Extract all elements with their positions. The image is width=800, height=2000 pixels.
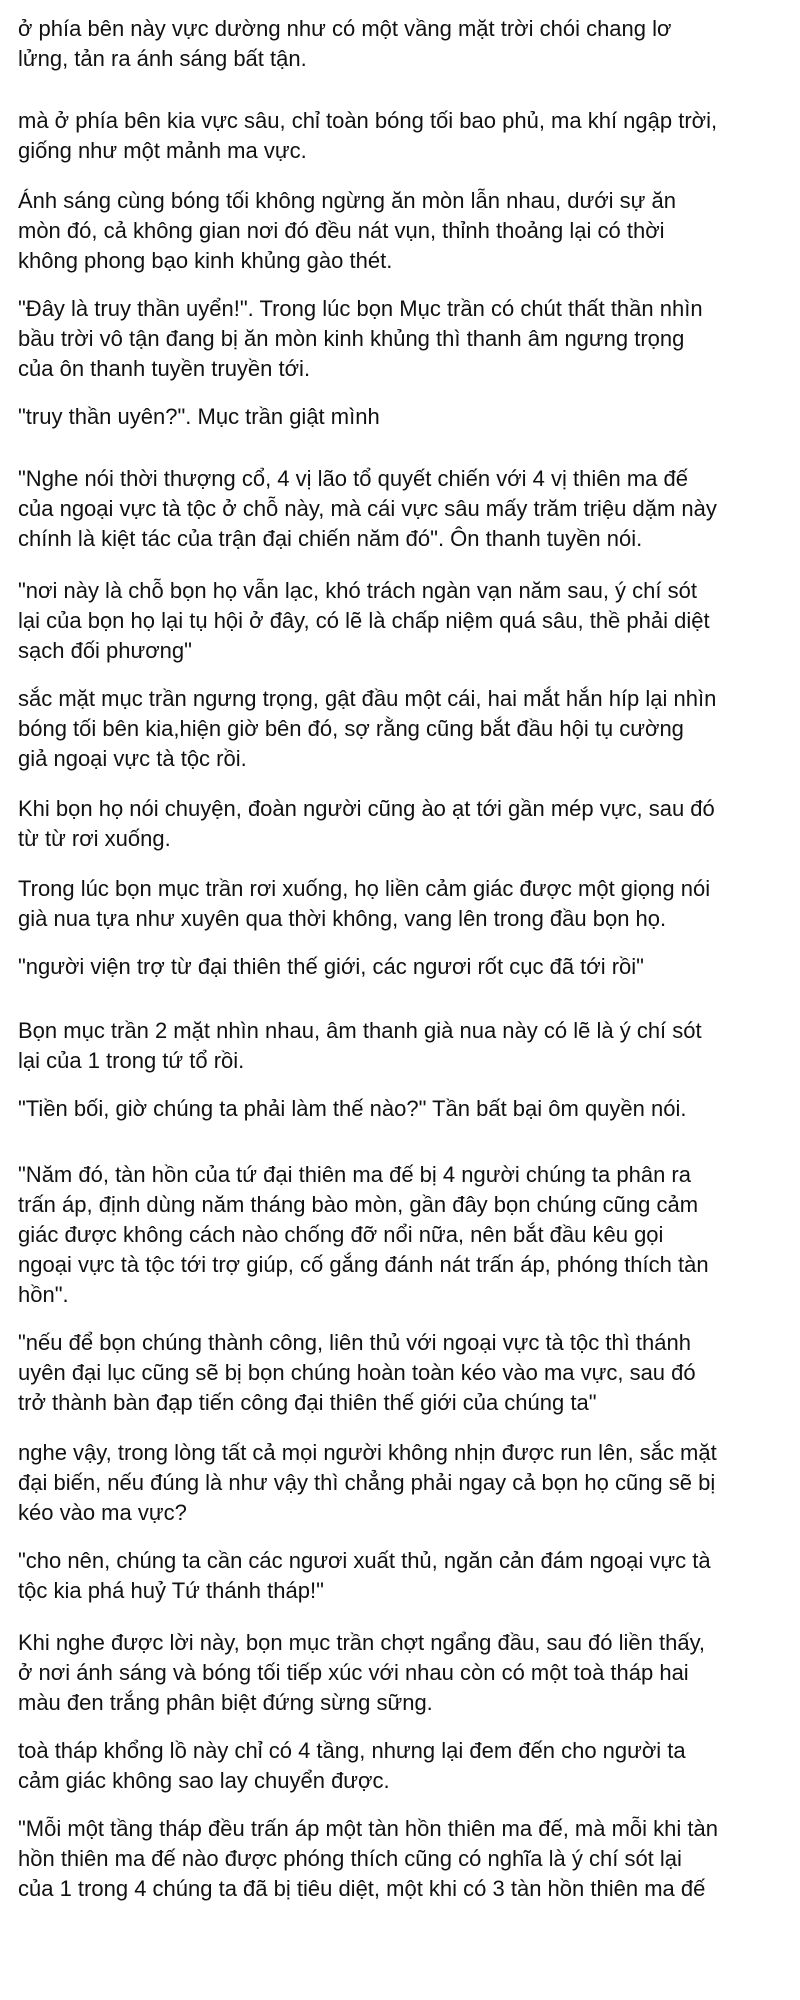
paragraph: Khi nghe được lời này, bọn mục trần chợt ngẩng đầu, sau đó liền thấy, ở nơi ánh sáng và bóng tối tiếp xúc với nhau còn có một toà tháp hai màu đen trắng phân biệt đứng sừng sững. xyxy=(18,1630,706,1715)
paragraph: "cho nên, chúng ta cần các ngươi xuất thủ, ngăn cản đám ngoại vực tà tộc kia phá huỷ Tứ thánh tháp!" xyxy=(18,1548,711,1603)
paragraph: sắc mặt mục trần ngưng trọng, gật đầu một cái, hai mắt hắn híp lại nhìn bóng tối bên kia,hiện giờ bên đó, sợ rằng cũng bắt đầu hội tụ cường giả ngoại vực tà tộc rồi. xyxy=(18,686,717,771)
paragraph: Khi bọn họ nói chuyện, đoàn người cũng ào ạt tới gần mép vực, sau đó từ từ rơi xuống. xyxy=(18,796,715,851)
paragraph: "Đây là truy thần uyển!". Trong lúc bọn Mục trần có chút thất thần nhìn bầu trời vô tận đang bị ăn mòn kinh khủng thì thanh âm ngưng trọng của ôn thanh tuyền truyền tới. xyxy=(18,296,703,381)
paragraph: "người viện trợ từ đại thiên thế giới, các ngươi rốt cục đã tới rồi" xyxy=(18,954,644,979)
paragraph: "nếu để bọn chúng thành công, liên thủ với ngoại vực tà tộc thì thánh uyên đại lục cũng sẽ bị bọn chúng hoàn toàn kéo vào ma vực, sau đó trở thành bàn đạp tiến công đại thiên thế giới của chúng ta" xyxy=(18,1330,696,1415)
paragraph: "Nghe nói thời thượng cổ, 4 vị lão tổ quyết chiến với 4 vị thiên ma đế của ngoại vực tà tộc ở chỗ này, mà cái vực sâu mấy trăm triệu dặm này chính là kiệt tác của trận đại chiến năm đó". Ôn thanh tuyền nói. xyxy=(18,466,717,551)
paragraph: "Tiền bối, giờ chúng ta phải làm thế nào?" Tần bất bại ôm quyền nói. xyxy=(18,1096,687,1121)
paragraph: Bọn mục trần 2 mặt nhìn nhau, âm thanh già nua này có lẽ là ý chí sót lại của 1 trong tứ tổ rồi. xyxy=(18,1018,702,1073)
paragraph: mà ở phía bên kia vực sâu, chỉ toàn bóng tối bao phủ, ma khí ngập trời, giống như một mảnh ma vực. xyxy=(18,108,718,163)
paragraph: "Mỗi một tầng tháp đều trấn áp một tàn hồn thiên ma đế, mà mỗi khi tàn hồn thiên ma đế nào được phóng thích cũng có nghĩa là ý chí sót lại của 1 trong 4 chúng ta đã bị tiêu diệt, một khi có 3 tàn hồn thiên ma đế xyxy=(18,1816,718,1901)
paragraph: ở phía bên này vực dường như có một vầng mặt trời chói chang lơ lửng, tản ra ánh sáng bất tận. xyxy=(18,16,672,71)
paragraph: "Năm đó, tàn hồn của tứ đại thiên ma đế bị 4 người chúng ta phân ra trấn áp, định dùng năm tháng bào mòn, gần đây bọn chúng cũng cảm giác được không cách nào chống đỡ nổi nữa, nên bắt đầu kêu gọi ngoại vực tà tộc tới trợ giúp, cố gắng đánh nát trấn áp, phóng thích tàn hồn". xyxy=(18,1162,709,1307)
paragraph: nghe vậy, trong lòng tất cả mọi người không nhịn được run lên, sắc mặt đại biến, nếu đúng là như vậy thì chẳng phải ngay cả bọn họ cũng sẽ bị kéo vào ma vực? xyxy=(18,1440,717,1525)
paragraph: "truy thần uyên?". Mục trần giật mình xyxy=(18,404,380,429)
paragraph: Trong lúc bọn mục trần rơi xuống, họ liền cảm giác được một giọng nói già nua tựa như xuyên qua thời không, vang lên trong đầu bọn họ. xyxy=(18,876,711,931)
paragraph: Ánh sáng cùng bóng tối không ngừng ăn mòn lẫn nhau, dưới sự ăn mòn đó, cả không gian nơi đó đều nát vụn, thỉnh thoảng lại có thời không phong bạo kinh khủng gào thét. xyxy=(18,188,676,273)
paragraph: "nơi này là chỗ bọn họ vẫn lạc, khó trách ngàn vạn năm sau, ý chí sót lại của bọn họ lại tụ hội ở đây, có lẽ là chấp niệm quá sâu, thề phải diệt sạch đối phương" xyxy=(18,578,710,663)
paragraph: toà tháp khổng lồ này chỉ có 4 tầng, nhưng lại đem đến cho người ta cảm giác không sao lay chuyển được. xyxy=(18,1738,686,1793)
